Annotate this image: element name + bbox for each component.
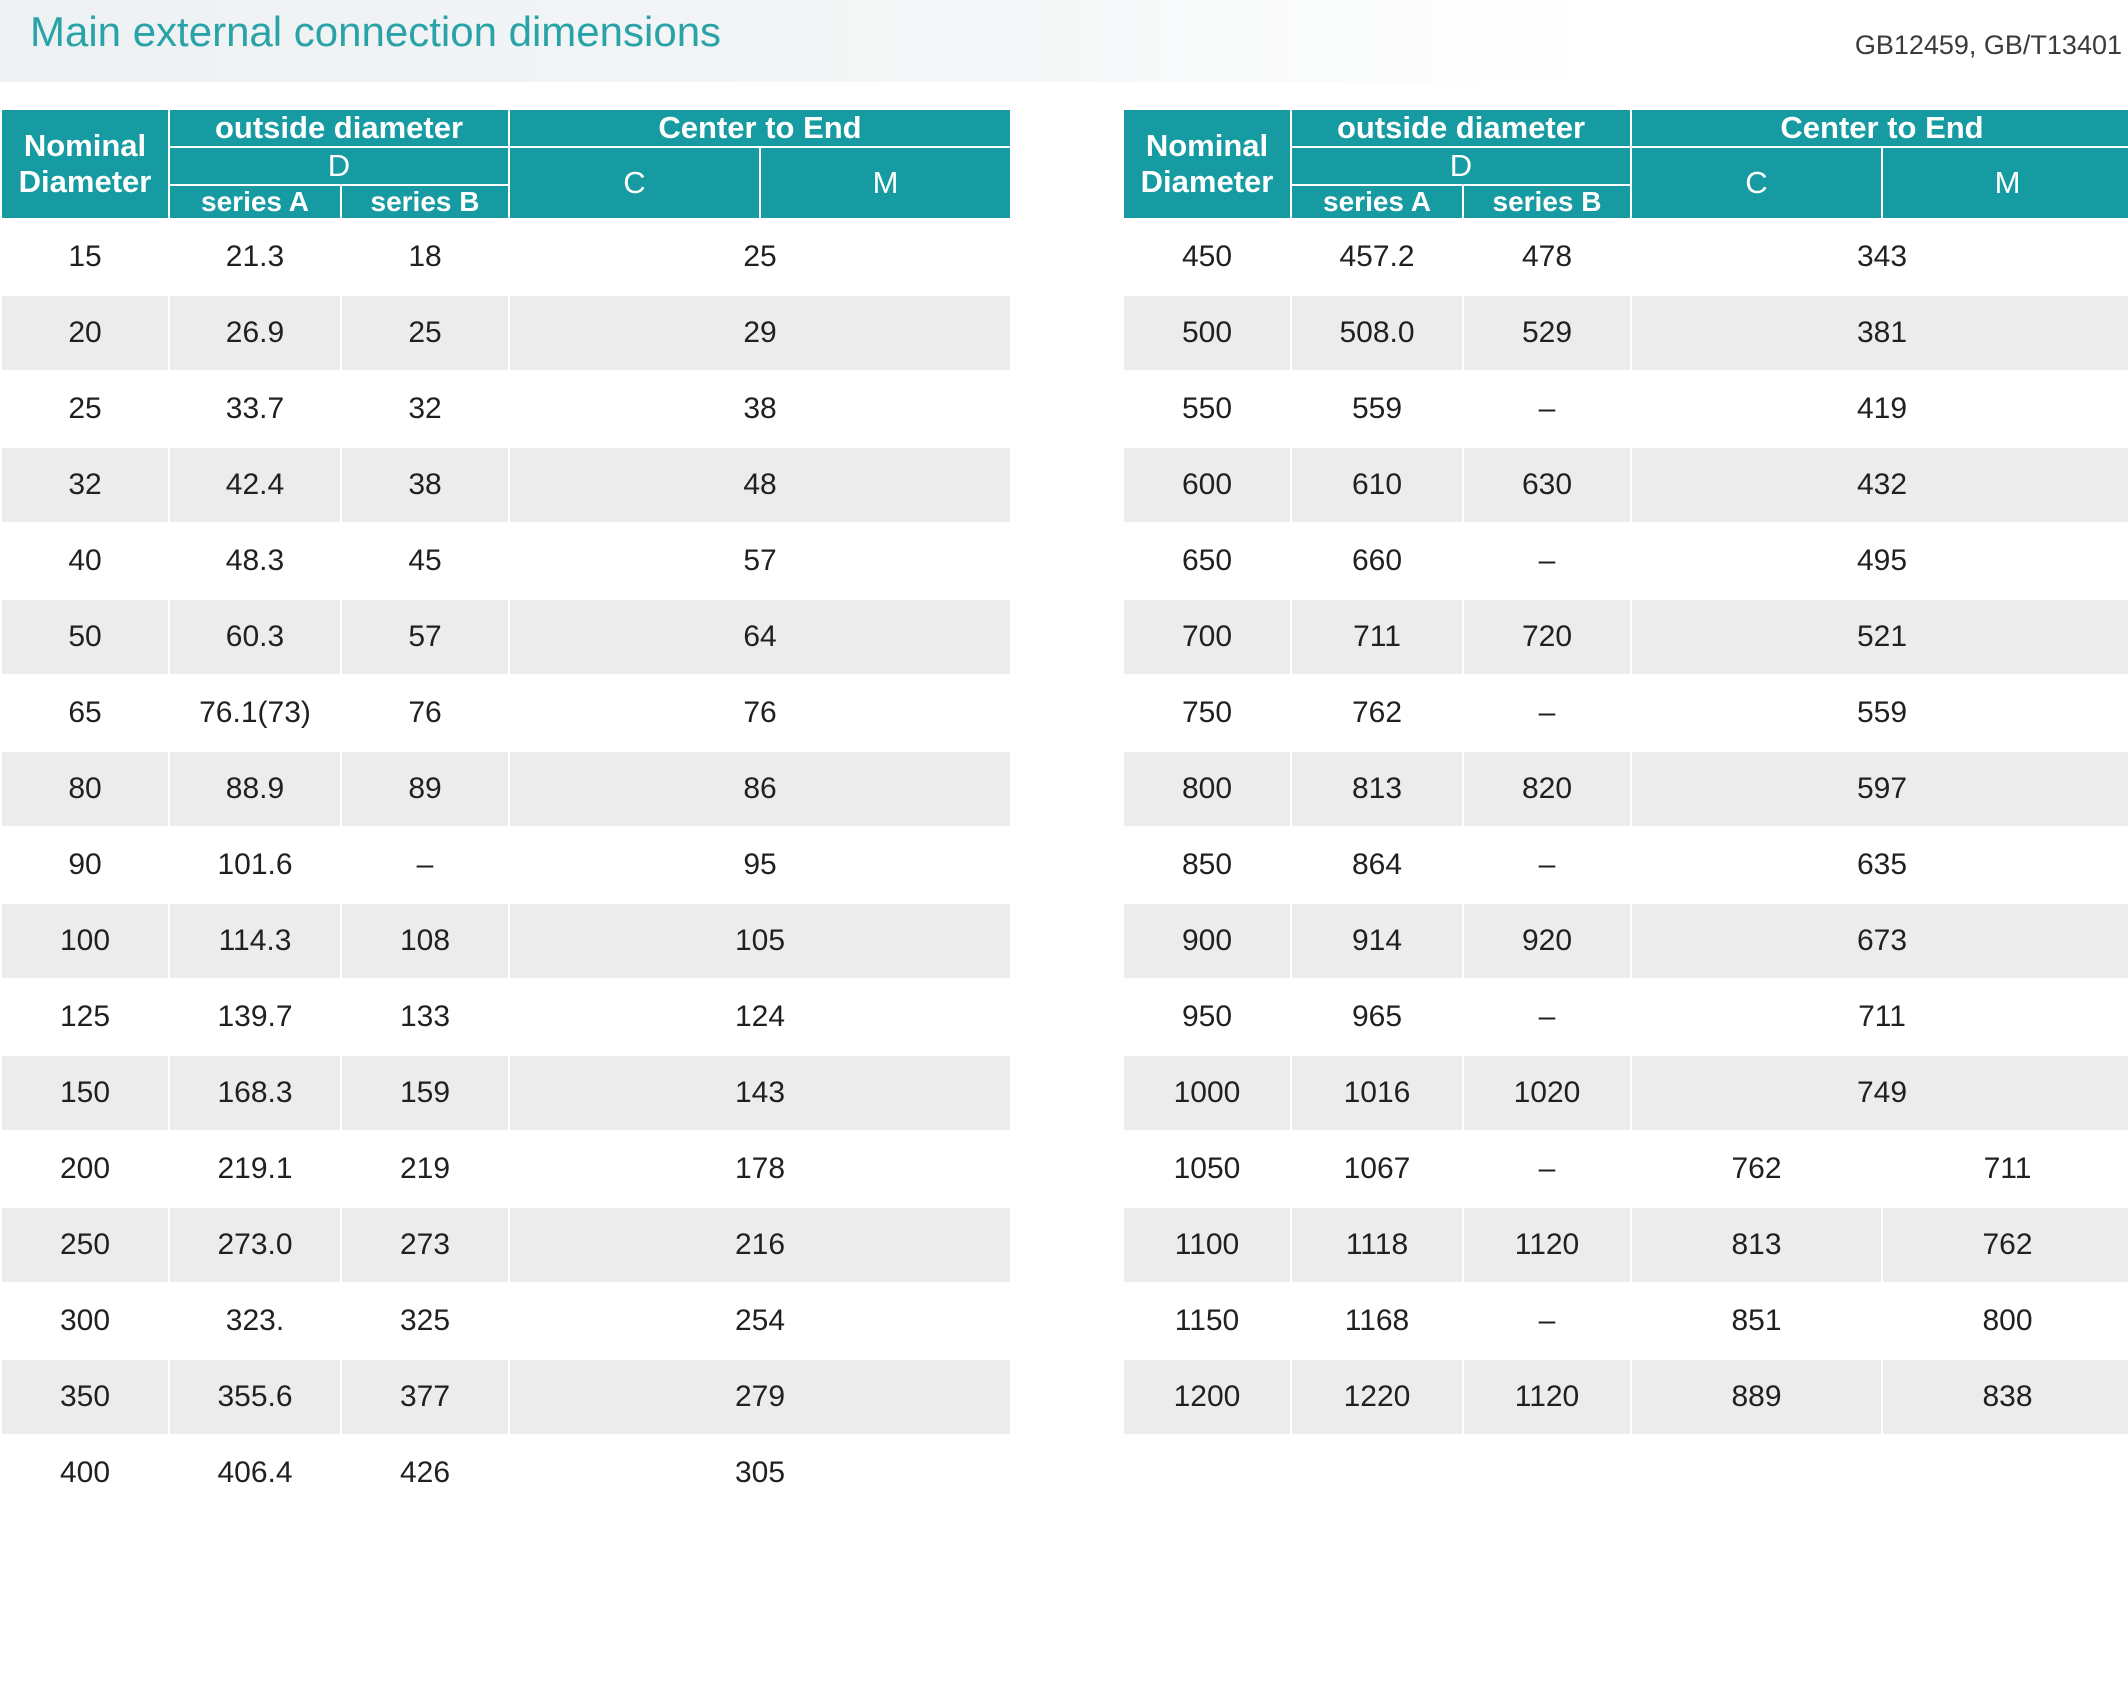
cell-series-a: 660 (1291, 523, 1463, 599)
header-outside-diameter: outside diameter (169, 109, 509, 147)
table-row (1, 523, 1011, 599)
cell-center-to-end: 559 (1631, 675, 2128, 751)
cell-c: 851 (1631, 1283, 1882, 1359)
table-row (1, 1207, 1011, 1283)
cell-series-b: – (1463, 523, 1631, 599)
cell-nominal-diameter: 90 (1, 827, 169, 903)
table-row (1, 447, 1011, 523)
cell-nominal-diameter: 1100 (1123, 1207, 1291, 1283)
cell-center-to-end: 432 (1631, 447, 2128, 523)
cell-m: 762 (1882, 1207, 2128, 1283)
cell-series-b: – (1463, 1131, 1631, 1207)
cell-series-b: 426 (341, 1435, 509, 1511)
cell-center-to-end: 29 (509, 295, 1011, 371)
table-row (1123, 295, 2128, 371)
right-table-wrap (1122, 108, 2128, 1512)
cell-series-b: – (341, 827, 509, 903)
table-head (1, 109, 1011, 219)
cell-series-b: 820 (1463, 751, 1631, 827)
cell-series-a: 914 (1291, 903, 1463, 979)
cell-series-a: 1118 (1291, 1207, 1463, 1283)
cell-series-b: 25 (341, 295, 509, 371)
cell-center-to-end: 279 (509, 1359, 1011, 1435)
cell-m: 711 (1882, 1131, 2128, 1207)
header-d: D (1291, 147, 1631, 185)
table-row (1123, 1055, 2128, 1131)
cell-nominal-diameter: 400 (1, 1435, 169, 1511)
cell-series-b: – (1463, 827, 1631, 903)
cell-m: 800 (1882, 1283, 2128, 1359)
cell-series-a: 1168 (1291, 1283, 1463, 1359)
header-c: C (1631, 147, 1882, 219)
cell-series-b: 720 (1463, 599, 1631, 675)
cell-nominal-diameter: 550 (1123, 371, 1291, 447)
cell-series-a: 323. (169, 1283, 341, 1359)
cell-series-b: 133 (341, 979, 509, 1055)
cell-nominal-diameter: 1200 (1123, 1359, 1291, 1435)
cell-series-a: 60.3 (169, 599, 341, 675)
cell-series-b: 57 (341, 599, 509, 675)
cell-series-b: 89 (341, 751, 509, 827)
table-row (1, 979, 1011, 1055)
cell-nominal-diameter: 150 (1, 1055, 169, 1131)
cell-center-to-end: 105 (509, 903, 1011, 979)
table-row (1123, 827, 2128, 903)
cell-nominal-diameter: 15 (1, 219, 169, 295)
cell-nominal-diameter: 950 (1123, 979, 1291, 1055)
standard-reference: GB12459, GB/T13401 (1854, 30, 2122, 60)
dimensions-table-left (0, 108, 1012, 1512)
header-m: M (1882, 147, 2128, 219)
cell-series-a: 88.9 (169, 751, 341, 827)
cell-series-b: 45 (341, 523, 509, 599)
cell-series-a: 813 (1291, 751, 1463, 827)
cell-center-to-end: 95 (509, 827, 1011, 903)
cell-series-b: 38 (341, 447, 509, 523)
cell-c: 813 (1631, 1207, 1882, 1283)
header-c: C (509, 147, 760, 219)
cell-center-to-end: 254 (509, 1283, 1011, 1359)
cell-center-to-end: 521 (1631, 599, 2128, 675)
table-row (1123, 1131, 2128, 1207)
table-row (1, 675, 1011, 751)
cell-nominal-diameter: 750 (1123, 675, 1291, 751)
table-row (1123, 751, 2128, 827)
table-row (1123, 219, 2128, 295)
header-center-to-end: Center to End (1631, 109, 2128, 147)
cell-nominal-diameter: 850 (1123, 827, 1291, 903)
table-head (1123, 109, 2128, 219)
cell-nominal-diameter: 500 (1123, 295, 1291, 371)
table-row (1, 219, 1011, 295)
cell-series-a: 48.3 (169, 523, 341, 599)
table-row (1123, 371, 2128, 447)
cell-nominal-diameter: 25 (1, 371, 169, 447)
cell-series-a: 273.0 (169, 1207, 341, 1283)
cell-center-to-end: 57 (509, 523, 1011, 599)
cell-center-to-end: 711 (1631, 979, 2128, 1055)
cell-series-b: 273 (341, 1207, 509, 1283)
cell-c: 889 (1631, 1359, 1882, 1435)
table-row (1, 371, 1011, 447)
cell-series-a: 1220 (1291, 1359, 1463, 1435)
table-row (1, 599, 1011, 675)
cell-nominal-diameter: 20 (1, 295, 169, 371)
cell-series-a: 76.1(73) (169, 675, 341, 751)
cell-center-to-end: 178 (509, 1131, 1011, 1207)
cell-nominal-diameter: 300 (1, 1283, 169, 1359)
cell-series-a: 101.6 (169, 827, 341, 903)
cell-series-b: 32 (341, 371, 509, 447)
cell-nominal-diameter: 800 (1123, 751, 1291, 827)
cell-nominal-diameter: 125 (1, 979, 169, 1055)
cell-center-to-end: 86 (509, 751, 1011, 827)
header-series-a: series A (169, 185, 341, 219)
cell-series-a: 762 (1291, 675, 1463, 751)
cell-series-a: 864 (1291, 827, 1463, 903)
table-row (1, 1055, 1011, 1131)
header-outside-diameter: outside diameter (1291, 109, 1631, 147)
cell-series-a: 457.2 (1291, 219, 1463, 295)
cell-center-to-end: 343 (1631, 219, 2128, 295)
cell-series-a: 168.3 (169, 1055, 341, 1131)
table-row (1123, 447, 2128, 523)
cell-nominal-diameter: 700 (1123, 599, 1291, 675)
cell-series-b: 18 (341, 219, 509, 295)
tables-container (0, 108, 2128, 1512)
cell-series-a: 1016 (1291, 1055, 1463, 1131)
cell-series-b: 108 (341, 903, 509, 979)
cell-center-to-end: 673 (1631, 903, 2128, 979)
cell-nominal-diameter: 65 (1, 675, 169, 751)
cell-series-b: 1120 (1463, 1359, 1631, 1435)
table-row (1, 751, 1011, 827)
cell-series-a: 33.7 (169, 371, 341, 447)
cell-series-a: 610 (1291, 447, 1463, 523)
cell-series-a: 139.7 (169, 979, 341, 1055)
cell-series-b: – (1463, 1283, 1631, 1359)
cell-center-to-end: 635 (1631, 827, 2128, 903)
cell-center-to-end: 64 (509, 599, 1011, 675)
cell-center-to-end: 48 (509, 447, 1011, 523)
cell-center-to-end: 216 (509, 1207, 1011, 1283)
left-table-wrap (0, 108, 1010, 1512)
cell-series-a: 965 (1291, 979, 1463, 1055)
cell-series-b: 529 (1463, 295, 1631, 371)
cell-series-b: 920 (1463, 903, 1631, 979)
cell-series-a: 355.6 (169, 1359, 341, 1435)
table-row (1123, 599, 2128, 675)
cell-series-a: 21.3 (169, 219, 341, 295)
cell-series-b: 630 (1463, 447, 1631, 523)
header-series-b: series B (341, 185, 509, 219)
cell-series-a: 559 (1291, 371, 1463, 447)
cell-nominal-diameter: 200 (1, 1131, 169, 1207)
cell-series-a: 1067 (1291, 1131, 1463, 1207)
cell-nominal-diameter: 50 (1, 599, 169, 675)
cell-series-b: 478 (1463, 219, 1631, 295)
table-row (1123, 1207, 2128, 1283)
cell-center-to-end: 419 (1631, 371, 2128, 447)
cell-series-a: 26.9 (169, 295, 341, 371)
cell-m: 838 (1882, 1359, 2128, 1435)
table-row (1123, 903, 2128, 979)
table-row (1, 1435, 1011, 1511)
table-row (1123, 1283, 2128, 1359)
cell-center-to-end: 25 (509, 219, 1011, 295)
cell-series-b: 159 (341, 1055, 509, 1131)
table-row (1123, 979, 2128, 1055)
table-row (1, 295, 1011, 371)
cell-series-a: 42.4 (169, 447, 341, 523)
cell-nominal-diameter: 32 (1, 447, 169, 523)
table-row (1123, 1359, 2128, 1435)
header-nominal-diameter: Nominal Diameter (1, 109, 169, 219)
cell-series-a: 219.1 (169, 1131, 341, 1207)
cell-center-to-end: 597 (1631, 751, 2128, 827)
table-row (1, 827, 1011, 903)
cell-series-b: 76 (341, 675, 509, 751)
cell-series-b: – (1463, 371, 1631, 447)
table-row (1, 1359, 1011, 1435)
cell-nominal-diameter: 1000 (1123, 1055, 1291, 1131)
cell-series-b: – (1463, 675, 1631, 751)
cell-series-b: 219 (341, 1131, 509, 1207)
table-row (1, 1131, 1011, 1207)
header-series-a: series A (1291, 185, 1463, 219)
cell-nominal-diameter: 250 (1, 1207, 169, 1283)
cell-series-b: 325 (341, 1283, 509, 1359)
cell-center-to-end: 305 (509, 1435, 1011, 1511)
cell-series-a: 711 (1291, 599, 1463, 675)
cell-nominal-diameter: 100 (1, 903, 169, 979)
cell-series-b: 1020 (1463, 1055, 1631, 1131)
cell-nominal-diameter: 450 (1123, 219, 1291, 295)
table-body-left (1, 219, 1011, 1511)
cell-nominal-diameter: 1050 (1123, 1131, 1291, 1207)
cell-series-b: – (1463, 979, 1631, 1055)
cell-series-b: 377 (341, 1359, 509, 1435)
header-m: M (760, 147, 1011, 219)
cell-center-to-end: 76 (509, 675, 1011, 751)
cell-center-to-end: 38 (509, 371, 1011, 447)
page-title: Main external connection dimensions (30, 8, 722, 55)
header-nominal-diameter: Nominal Diameter (1123, 109, 1291, 219)
cell-center-to-end: 749 (1631, 1055, 2128, 1131)
cell-nominal-diameter: 40 (1, 523, 169, 599)
cell-nominal-diameter: 350 (1, 1359, 169, 1435)
cell-nominal-diameter: 1150 (1123, 1283, 1291, 1359)
cell-nominal-diameter: 600 (1123, 447, 1291, 523)
dimensions-table-right (1122, 108, 2128, 1436)
cell-center-to-end: 495 (1631, 523, 2128, 599)
table-body-right (1123, 219, 2128, 1435)
cell-center-to-end: 381 (1631, 295, 2128, 371)
table-row (1123, 675, 2128, 751)
cell-series-b: 1120 (1463, 1207, 1631, 1283)
table-row (1, 1283, 1011, 1359)
page-header (0, 0, 2128, 82)
cell-nominal-diameter: 80 (1, 751, 169, 827)
cell-c: 762 (1631, 1131, 1882, 1207)
header-center-to-end: Center to End (509, 109, 1011, 147)
cell-nominal-diameter: 900 (1123, 903, 1291, 979)
table-row (1123, 523, 2128, 599)
cell-nominal-diameter: 650 (1123, 523, 1291, 599)
header-d: D (169, 147, 509, 185)
table-row (1, 903, 1011, 979)
cell-center-to-end: 124 (509, 979, 1011, 1055)
header-series-b: series B (1463, 185, 1631, 219)
cell-series-a: 508.0 (1291, 295, 1463, 371)
cell-center-to-end: 143 (509, 1055, 1011, 1131)
cell-series-a: 406.4 (169, 1435, 341, 1511)
cell-series-a: 114.3 (169, 903, 341, 979)
